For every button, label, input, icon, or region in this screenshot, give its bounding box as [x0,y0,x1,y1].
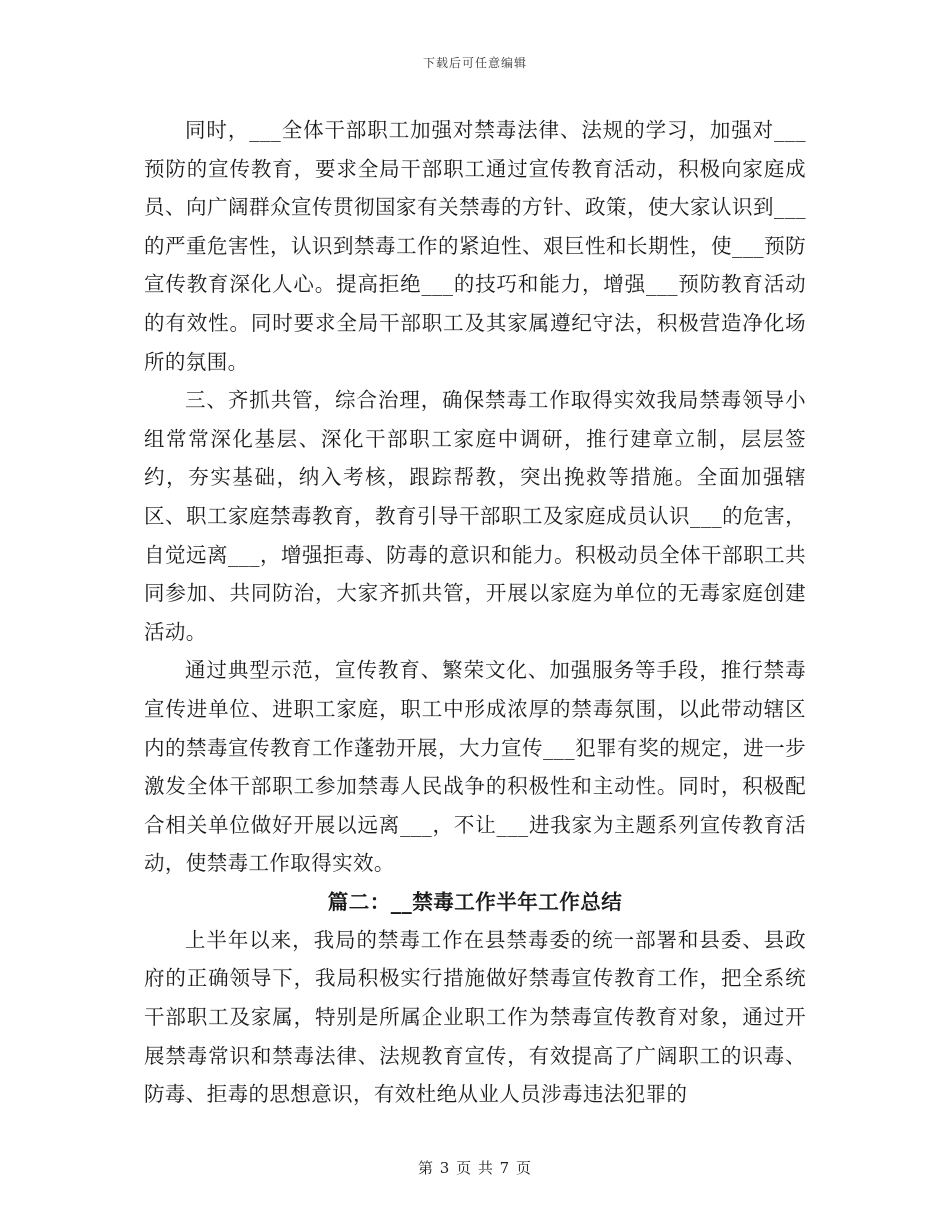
paragraph-2: 三、齐抓共管，综合治理，确保禁毒工作取得实效我局禁毒领导小组常常深化基层、深化干部职工家庭中调研，推行建章立制，层层签约，夯实基础，纳入考核，跟踪帮教，突出挽救等措施。全面加强辖区、职工家庭禁毒教育，教育引导干部职工及家庭成员认识___的危害，自觉远离___，增强拒毒、防毒的意识和能力。积极动员全体干部职工共同参加、共同防治，大家齐抓共管，开展以家庭为单位的无毒家庭创建活动。 [144,388,806,644]
paragraph-4: 上半年以来，我局的禁毒工作在县禁毒委的统一部署和县委、县政府的正确领导下，我局积极实行措施做好禁毒宣传教育工作，把全系统干部职工及家属，特别是所属企业职工作为禁毒宣传教育对象，通过开展禁毒常识和禁毒法律、法规教育宣传，有效提高了广阔职工的识毒、防毒、拒毒的思想意识，有效杜绝从业人员涉毒违法犯罪的 [144,927,806,1107]
header-note: 下载后可任意编辑 [422,56,527,70]
page-footer: 第 3 页 共 7 页 [418,1159,532,1177]
paragraph-1: 同时，___全体干部职工加强对禁毒法律、法规的学习，加强对___预防的宣传教育，要求全局干部职工通过宣传教育活动，积极向家庭成员、向广阔群众宣传贯彻国家有关禁毒的方针、政策，使大家认识到___的严重危害性，认识到禁毒工作的紧迫性、艰巨性和长期性，使___预防宣传教育深化人心。提高拒绝___的技巧和能力，增强___预防教育活动的有效性。同时要求全局干部职工及其家属遵纪守法，积极营造净化场所的氛围。 [144,118,806,374]
document-body [144,111,806,1114]
section-title: 篇二：__禁毒工作半年工作总结 [327,889,623,914]
paragraph-3: 通过典型示范，宣传教育、繁荣文化、加强服务等手段，推行禁毒宣传进单位、进职工家庭，职工中形成浓厚的禁毒氛围，以此带动辖区内的禁毒宣传教育工作蓬勃开展，大力宣传___犯罪有奖的规定，进一步激发全体干部职工参加禁毒人民战争的积极性和主动性。同时，积极配合相关单位做好开展以远离___，不让___进我家为主题系列宣传教育活动，使禁毒工作取得实效。 [144,658,806,876]
